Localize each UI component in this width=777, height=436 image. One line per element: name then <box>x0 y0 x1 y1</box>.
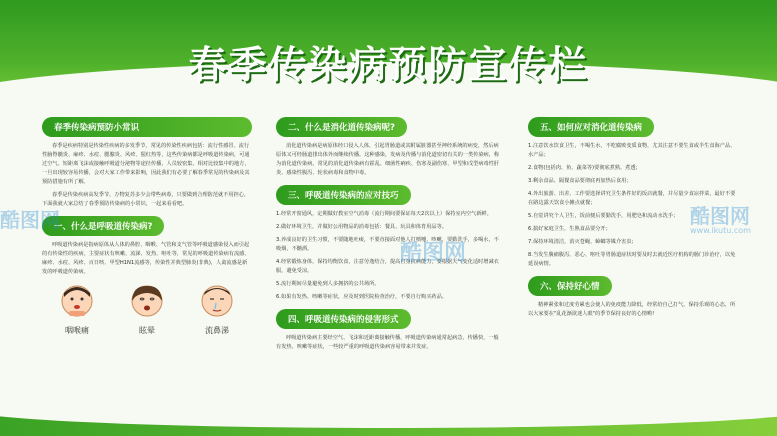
symptom-sore-throat <box>52 283 102 336</box>
list-item: 3.养成良好的卫生习惯，不要随地吐痰，不要直接面对他人打喷嚏、咳嗽，要勤洗手，多喝水，不吸烟，不酗酒。 <box>276 237 499 252</box>
symptom-runny-nose <box>192 283 242 336</box>
section-heading-respiratory-tips: 三、呼吸道传染病的应对技巧 <box>276 185 411 205</box>
list-item: 3.剩余食品、隔餐食品要彻底再加热后食用； <box>528 178 632 184</box>
section-heading-digestive: 二、什么是消化道传染病呢? <box>276 117 407 137</box>
list-item: 1.注意饮水饮食卫生，不喝生水，不吃腐败变质食物，尤其注意不要生食或半生食海产品、水产品； <box>528 143 736 158</box>
section-paragraph: 消化道传染病是病原体经口侵入人体，引起胃肠道或其附属脏器甚至神经系统的病变，然后病原体又可经肠道排出体外而继续传播。这种感染，发病及传播与消化道密切有关的一类传染病，称为消化道传染病。常见的消化道传染病有霍乱、细菌性痢疾、伤寒及副伤寒、甲型和戊型病毒性肝炎、感染性腹泻、轮状病毒和食物中毒。 <box>276 143 500 176</box>
list-item: 4.外出旅游、出差、工作要选择讲究卫生条件好的饭店就餐，并尽量少食凉拌菜，最好不要在路边露天饮食小摊点就餐； <box>528 191 736 206</box>
watermark-logo: 酷图网 <box>690 204 750 228</box>
page-title: 春季传染病预防宣传栏 <box>188 43 589 87</box>
list-item: 5.流行期间尽量避免到人多拥挤的公共场所。 <box>276 281 380 287</box>
section-paragraph: 春季是疾病特别是传染性疾病的多发季节，常见的传染性疾病包括：流行性感冒、流行性脑脊髓炎、麻疹、水痘、腮腺炎、风疹、猩红热等，这些传染病都是呼吸道传染病，可通过空气、短距离飞沫或接触呼吸道分泌物等途径传播，人员较密集、相对比较集中的地方，一旦出现较容易传播，会对大家工作带来影响，因此我们有必要了解春季常见的传染病及其预防措施有所了解。 <box>42 143 250 185</box>
list-item: 8.当发生腹痛腹泻、恶心、呕吐等胃肠道症状时要及时去就近医疗机构的肠门诊治疗，以免延误病情。 <box>528 252 736 267</box>
footer-arc <box>0 388 777 428</box>
column-middle <box>276 114 502 356</box>
list-item: 6.搞好家庭卫生，生熟食品要分开； <box>528 226 611 232</box>
runny-nose-face-icon <box>199 283 235 319</box>
symptom-label: 眩晕 <box>139 326 155 335</box>
watermark-logo: 酷图网 <box>0 208 60 232</box>
section-paragraph: 呼吸道传染病是指病原体从人体的鼻腔、咽喉、气管和支气管等呼吸道感染侵入而引起的有传染性的疾病。主要症状有咳嗽、流涕、发热、呕吐等，常见的呼吸道传染病有流感、麻疹、水痘、风疹、百日咳、甲型H1N1流感等，传染性并典型肺炎(非典)，人禽流感是新发的呼吸道传染病。 <box>42 242 250 275</box>
section-heading-respiratory: 一、什么是呼吸道传染病? <box>42 216 164 236</box>
section-heading-respiratory-harm: 四、呼吸道传染病的侵害形式 <box>276 309 411 329</box>
symptom-label: 流鼻涕 <box>205 326 229 335</box>
list-item: 6.如果有发热、咳嗽等症状，应及时到医院检查治疗，不要自行购买药品。 <box>276 294 447 300</box>
dizzy-face-icon <box>129 283 165 319</box>
column-left <box>42 114 252 336</box>
sore-throat-face-icon <box>59 283 95 319</box>
section-paragraph: 呼吸道传染病主要经空气、飞沫和近距离接触传播，呼吸道传染病通常起病急，传播快，一般有发热、咳嗽等症状，一些较严重的呼吸道传染病容易带来并发症。 <box>276 335 499 350</box>
list-item: 2.做好环境卫生，并做好公用物品的消毒包括：餐具、玩具和体育用品等。 <box>276 224 447 230</box>
section-heading-good-mood: 六、保持好心情 <box>528 276 612 296</box>
list-item: 1.经常开窗通风，定期做好教室空气消毒（流行期间要保证每天2次以上）保持室内空气新鲜。 <box>276 211 492 217</box>
list-item: 2.食物(包括肉、鱼、蔬菜等)要彻底煮熟、煮透； <box>528 165 641 171</box>
list-item: 5.自觉讲究个人卫生，饭前便后要勤洗手，用肥皂和流动水洗手； <box>528 213 679 219</box>
symptom-label: 咽喉痛 <box>65 326 89 335</box>
list-item: 7.保持环境清洁，消灭苍蝇、蟑螂等媒介害虫； <box>528 239 637 245</box>
symptom-dizziness <box>122 283 172 336</box>
watermark-logo: 酷图网 <box>400 241 467 266</box>
symptom-illustrations <box>42 283 252 336</box>
list-item: 4.经常锻炼身体，保持均衡饮食，注意劳逸结合，提高自身抗病能力，要根据天气变化适时增减衣服，避免受凉。 <box>276 259 499 274</box>
section-paragraph: 精神紧张和过度劳累也会使人的免疫能力降低，经常给自己打气，保持乐观的心态，所以大家要在"乱花渐欲迷人眼"的季节保持良好的心情哟! <box>528 302 736 317</box>
section-heading-prevention-tips: 春季传染病预防小常识 <box>42 117 252 137</box>
section-heading-digestive-response: 五、如何应对消化道传染病 <box>528 117 654 137</box>
watermark-url: www.ikutu.com <box>690 226 751 235</box>
section-paragraph: 春季是传染疾病高发季节，万物复苏多少会带些病毒，只要做到合理防范就不用担心，下面我就大家总结了春季预防传染病的小常识，一起来看看吧。 <box>42 192 250 207</box>
